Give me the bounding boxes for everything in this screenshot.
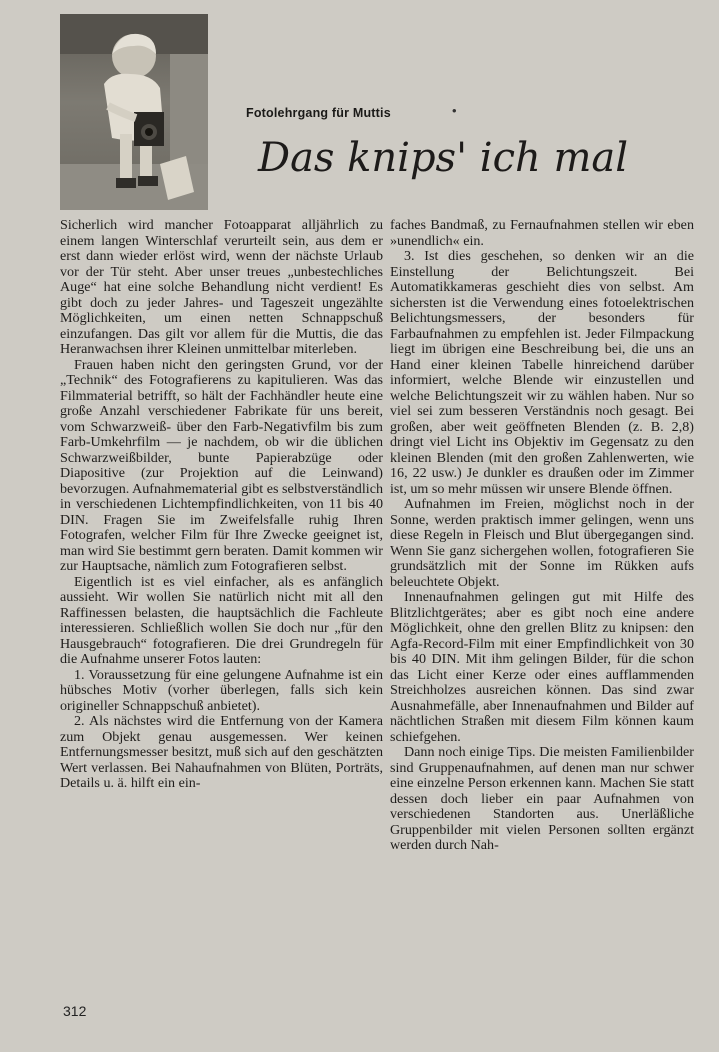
paragraph: Dann noch einige Tips. Die meisten Familienbilder sind Gruppenaufnahmen, auf denen man nur schwer eine einzelne Person erkennen kann. Machen Sie statt dessen doch lieber ein paar Aufnahmen von verschiedenen Standorten aus. Unerläßliche Gruppenbilder mit vielen Personen sollten ergänzt werden durch Nah- <box>390 744 694 853</box>
paragraph: 3. Ist dies geschehen, so denken wir an die Einstellung der Belichtungszeit. Bei Automatikkameras geschieht dies von selbst. Am sichersten ist die Verwendung eines fotoelektrischen Belichtungsmessers, der besonders für Farbaufnahmen zu empfehlen ist. Jeder Filmpackung liegt im übrigen eine Beschreibung bei, die uns an Hand einer kleinen Tabelle hinreichend darüber informiert, welche Blende wir einzustellen und welche Belichtungszeit wir zu wählen haben. Nur so viel sei zum besseren Verständnis noch gesagt. Bei großen, aber weit geöffneten Blenden (z. B. 2,8) dringt viel Licht ins Objektiv im Gegensatz zu den kleinen Blenden (mit den großen Zahlenwerten, wie 16, 22 usw.) Je dunkler es draußen oder im Zimmer ist, um so mehr müssen wir unsere Blende öffnen. <box>390 248 694 497</box>
article-title: Das knips' ich mal <box>258 135 629 181</box>
paragraph: faches Bandmaß, zu Fernaufnahmen stellen wir eben »unendlich« ein. <box>390 217 694 249</box>
paragraph: Aufnahmen im Freien, möglichst noch in der Sonne, werden praktisch immer gelingen, wenn uns diese Regeln in Fleisch und Blut übergegangen sind. Wenn Sie ganz sichergehen wollen, fotografieren Sie grundsätzlich mit der Sonne im Rükken aufs beleuchtete Objekt. <box>390 496 694 590</box>
paragraph: Frauen haben nicht den geringsten Grund, vor der „Technik“ des Fotografierens zu kapitulieren. Was das Filmmaterial betrifft, so hält der Fachhändler heute eine große Anzahl verschiedener Fabrikate für uns bereit, vom Schwarzweiß- über den Farb-Negativfilm bis zum Farb-Umkehrfilm — je nachdem, ob wir die üblichen Schwarzweißbilder, bunte Papierabzüge oder Diapositive (zur Projektion auf die Leinwand) bevorzugen. Aufnahmematerial gibt es selbstverständlich in verschiedenen Lichtempfindlichkeiten, von 11 bis 40 DIN. Fragen Sie im Zweifelsfalle ruhig Ihren Fotografen, welcher Film für Ihre Zwecke geeignet ist, man wird Sie bestimmt gern beraten. Damit kommen wir zur Hauptsache, nämlich zum Fotografieren selbst. <box>60 356 383 574</box>
paragraph: Eigentlich ist es viel einfacher, als es anfänglich aussieht. Wir wollen Sie natürlich nicht mit all den Raffinessen belasten, die hauptsächlich die Fachleute interessieren. Schließlich wollen Sie doch nur „für den Hausgebrauch“ fotografieren. Die drei Grundregeln für die Aufnahme unserer Fotos lauten: <box>60 573 383 667</box>
paragraph: Sicherlich wird mancher Fotoapparat alljährlich zu einem langen Winterschlaf verurteilt sein, aus dem er erst dann wieder erlöst wird, wenn der nächste Urlaub vor der Tür steht. Aber unser treues „unbestechliches Auge“ hat eine solche Behandlung nicht verdient! Es gibt doch zu jeder Jahres- und Tageszeit ungezählte Möglichkeiten, um einen netten Schnappschuß einzufangen. Das gilt vor allem für die Muttis, die das Heranwachsen ihrer Kleinen unmittelbar miterleben. <box>60 217 383 357</box>
child-with-camera-photo <box>60 14 208 210</box>
kicker-ornament: • <box>452 103 457 118</box>
page-number: 312 <box>63 1003 87 1019</box>
right-text-column <box>390 218 694 854</box>
article-kicker: Fotolehrgang für Muttis <box>246 106 391 120</box>
photo-illustration <box>60 14 208 210</box>
paragraph: 1. Voraussetzung für eine gelungene Aufnahme ist ein hübsches Motiv (vorher überlegen, falls sich kein origineller Schnappschuß anbietet). <box>60 666 383 714</box>
left-text-column <box>60 218 383 792</box>
paragraph: Innenaufnahmen gelingen gut mit Hilfe des Blitzlichtgerätes; aber es gibt noch eine andere Möglichkeit, ohne den grellen Blitz zu knipsen: den Agfa-Record-Film mit einer Empfindlichkeit von 30 bis 40 DIN. Mit ihm gelingen Bilder, für die schon das Licht einer Kerze oder eines aufflammenden Streichholzes ausreichen können. Das sind zwar Ausnahmefälle, aber Innenaufnahmen und Bilder auf nächtlichen Straßen mit diesem Film können kaum schiefgehen. <box>390 589 694 745</box>
paragraph: 2. Als nächstes wird die Entfernung von der Kamera zum Objekt genau ausgemessen. Wer keinen Entfernungsmesser besitzt, muß sich auf den geschätzten Wert verlassen. Bei Nahaufnahmen von Blüten, Porträts, Details u. ä. hilft ein ein- <box>60 713 383 791</box>
